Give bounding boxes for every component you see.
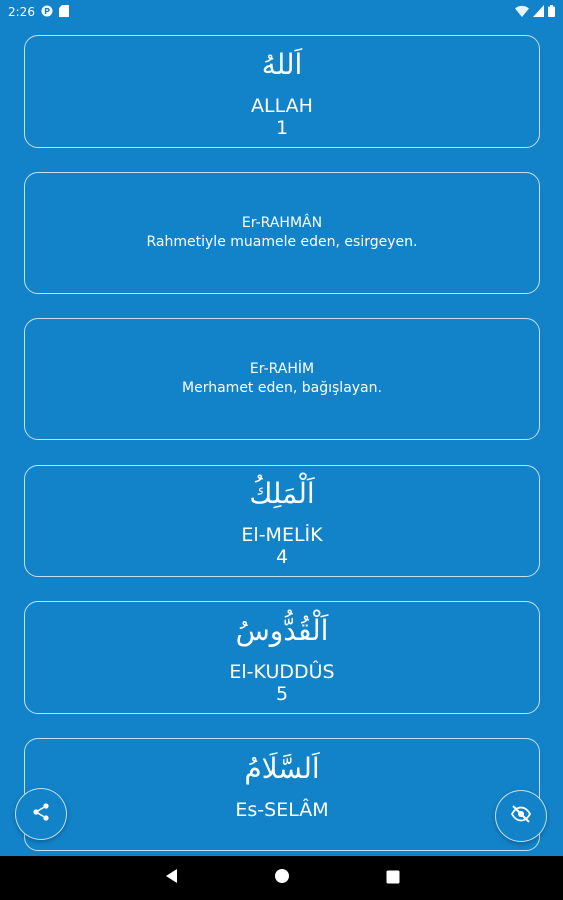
name-meaning: Merhamet eden, bağışlayan. <box>182 380 382 396</box>
name-card-es-selam[interactable] <box>24 738 540 851</box>
arabic-calligraphy: اَللهُ <box>261 47 303 81</box>
share-icon <box>31 802 51 826</box>
visibility-off-icon <box>510 803 532 829</box>
app-notification-icon <box>41 5 53 20</box>
status-left <box>8 5 69 20</box>
arabic-calligraphy: اَلْمَلِكُ <box>249 477 315 510</box>
name-card-el-melik[interactable] <box>24 465 540 577</box>
recents-icon[interactable] <box>386 869 400 888</box>
name-number: 4 <box>275 546 289 568</box>
navigation-bar <box>0 856 563 900</box>
name-title: Es-SELÂM <box>235 799 329 821</box>
status-time: 2:26 <box>8 5 35 19</box>
name-title: El-MELİK <box>241 524 323 546</box>
name-number: 5 <box>275 682 289 705</box>
name-card-allah[interactable] <box>24 35 540 148</box>
back-icon[interactable] <box>164 868 178 888</box>
name-card-er-rahim[interactable] <box>24 318 540 440</box>
share-button[interactable] <box>15 788 67 840</box>
name-meaning: Rahmetiyle muamele eden, esirgeyen. <box>146 234 418 250</box>
name-title: Er-RAHMÂN <box>241 215 323 231</box>
name-title: Er-RAHİM <box>249 361 315 377</box>
arabic-calligraphy: اَلسَّلَامُ <box>244 752 320 785</box>
name-card-er-rahman[interactable] <box>24 172 540 294</box>
hide-toggle-button[interactable] <box>495 790 547 842</box>
name-title: ALLAH <box>251 94 313 117</box>
signal-icon <box>533 5 544 20</box>
home-icon[interactable] <box>274 868 290 888</box>
name-card-el-kuddus[interactable] <box>24 601 540 714</box>
name-number: 1 <box>275 116 289 139</box>
wifi-icon <box>515 5 529 20</box>
battery-icon <box>548 5 555 20</box>
sd-card-icon <box>59 5 69 20</box>
status-bar <box>0 0 563 24</box>
name-title: El-KUDDÛS <box>229 660 335 683</box>
arabic-calligraphy: اَلْقُدُّوسُ <box>235 613 329 647</box>
svg-text:P: P <box>44 6 50 16</box>
names-list[interactable] <box>0 24 563 856</box>
status-right <box>515 5 555 20</box>
